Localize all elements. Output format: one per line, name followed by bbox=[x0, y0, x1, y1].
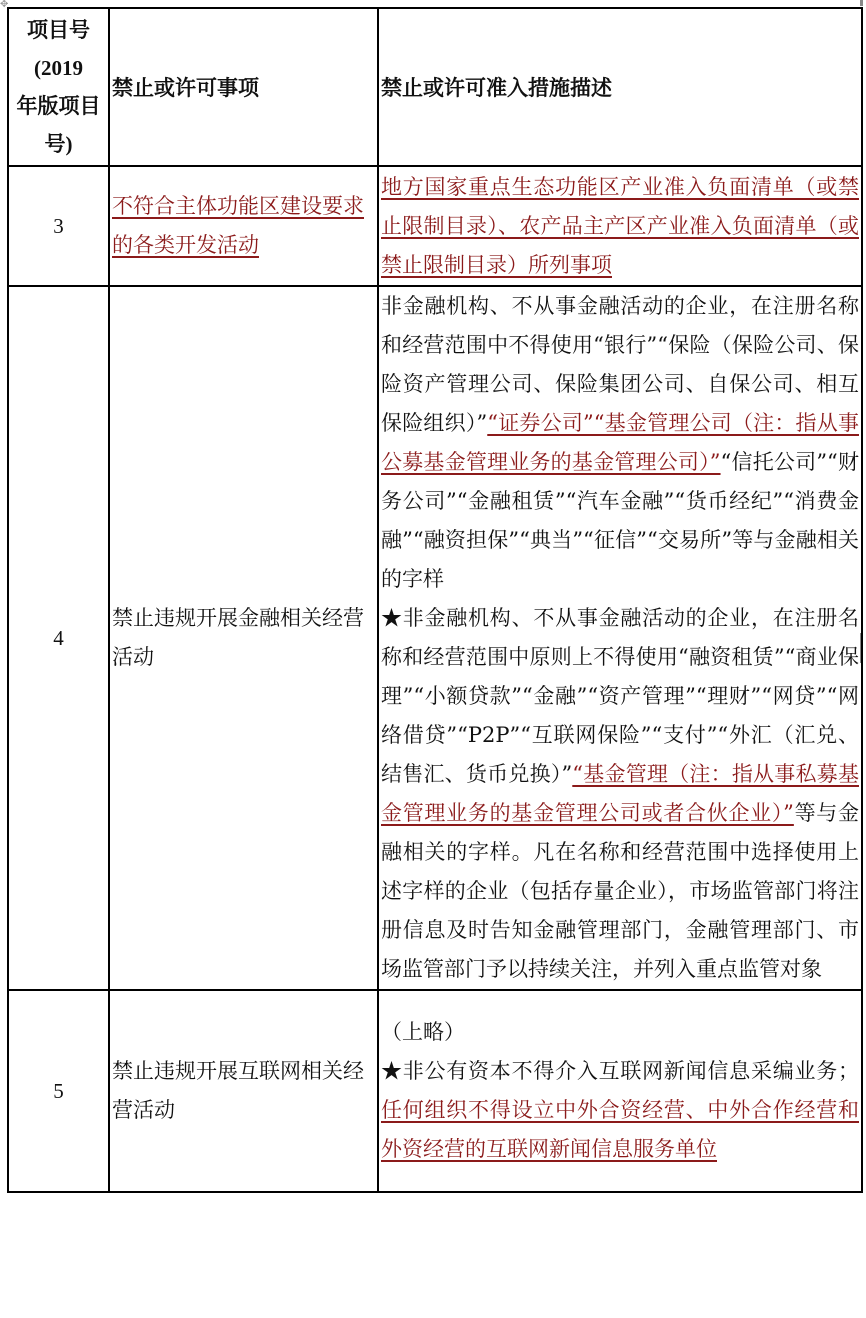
row-id: 4 bbox=[8, 286, 109, 990]
revised-text: 不符合主体功能区建设要求的各类开发活动 bbox=[112, 194, 364, 257]
table-move-handle-icon[interactable]: ✥ bbox=[0, 0, 9, 10]
revised-text: 地方国家重点生态功能区产业准入负面清单（或禁止限制目录）、农产品主产区产业准入负面清单（或禁止限制目录）所列事项 bbox=[381, 174, 859, 277]
revised-text: “基金管理（注：指从事私募基金管理业务的基金管理公司或者合伙企业）” bbox=[381, 762, 859, 825]
row-description bbox=[378, 990, 862, 1192]
description-paragraph: 非金融机构、不从事金融活动的企业，在注册名称和经营范围中不得使用“银行”“保险（保险公司、保险资产管理公司、保险集团公司、自保公司、相互保险组织）”“证券公司”“基金管理公司（注：指从事公募基金管理业务的基金管理公司）”“信托公司”“财务公司”“金融租赁”“汽车金融”“货币经纪”“消费金融”“融资担保”“典当”“征信”“交易所”等与金融相关的字样 bbox=[381, 294, 859, 591]
description-paragraph: ★非公有资本不得介入互联网新闻信息采编业务；任何组织不得设立中外合资经营、中外合作经营和外资经营的互联网新闻信息服务单位 bbox=[381, 1059, 859, 1161]
table-row bbox=[8, 286, 862, 990]
row-item bbox=[109, 166, 378, 286]
table-row bbox=[8, 990, 862, 1192]
row-description bbox=[378, 166, 862, 286]
revised-text: 任何组织不得设立中外合资经营、中外合作经营和外资经营的互联网新闻信息服务单位 bbox=[381, 1098, 859, 1161]
row-item: 禁止违规开展互联网相关经营活动 bbox=[109, 990, 378, 1192]
table-header-row bbox=[8, 8, 862, 166]
row-id: 3 bbox=[8, 166, 109, 286]
header-project-number: 项目号 (2019 年版项目 号) bbox=[8, 8, 109, 166]
header-description: 禁止或许可准入措施描述 bbox=[378, 8, 862, 166]
row-item: 禁止违规开展金融相关经营活动 bbox=[109, 286, 378, 990]
description-paragraph: （上略） bbox=[381, 1020, 465, 1044]
negative-list-table bbox=[7, 7, 863, 1193]
row-id: 5 bbox=[8, 990, 109, 1192]
revised-text: “证券公司”“基金管理公司（注：指从事公募基金管理业务的基金管理公司）” bbox=[381, 411, 859, 474]
row-description bbox=[378, 286, 862, 990]
description-paragraph: ★非金融机构、不从事金融活动的企业，在注册名称和经营范围中原则上不得使用“融资租赁”“商业保理”“小额贷款”“金融”“资产管理”“理财”“网贷”“网络借贷”“P2P”“互联网保险”“支付”“外汇（汇兑、结售汇、货币兑换）”“基金管理（注：指从事私募基金管理业务的基金管理公司或者合伙企业）”等与金融相关的字样。凡在名称和经营范围中选择使用上述字样的企业（包括存量企业），市场监管部门将注册信息及时告知金融管理部门，金融管理部门、市场监管部门予以持续关注，并列入重点监管对象 bbox=[381, 606, 860, 981]
table-row bbox=[8, 166, 862, 286]
page-margin-mark bbox=[860, 0, 863, 6]
header-item: 禁止或许可事项 bbox=[109, 8, 378, 166]
